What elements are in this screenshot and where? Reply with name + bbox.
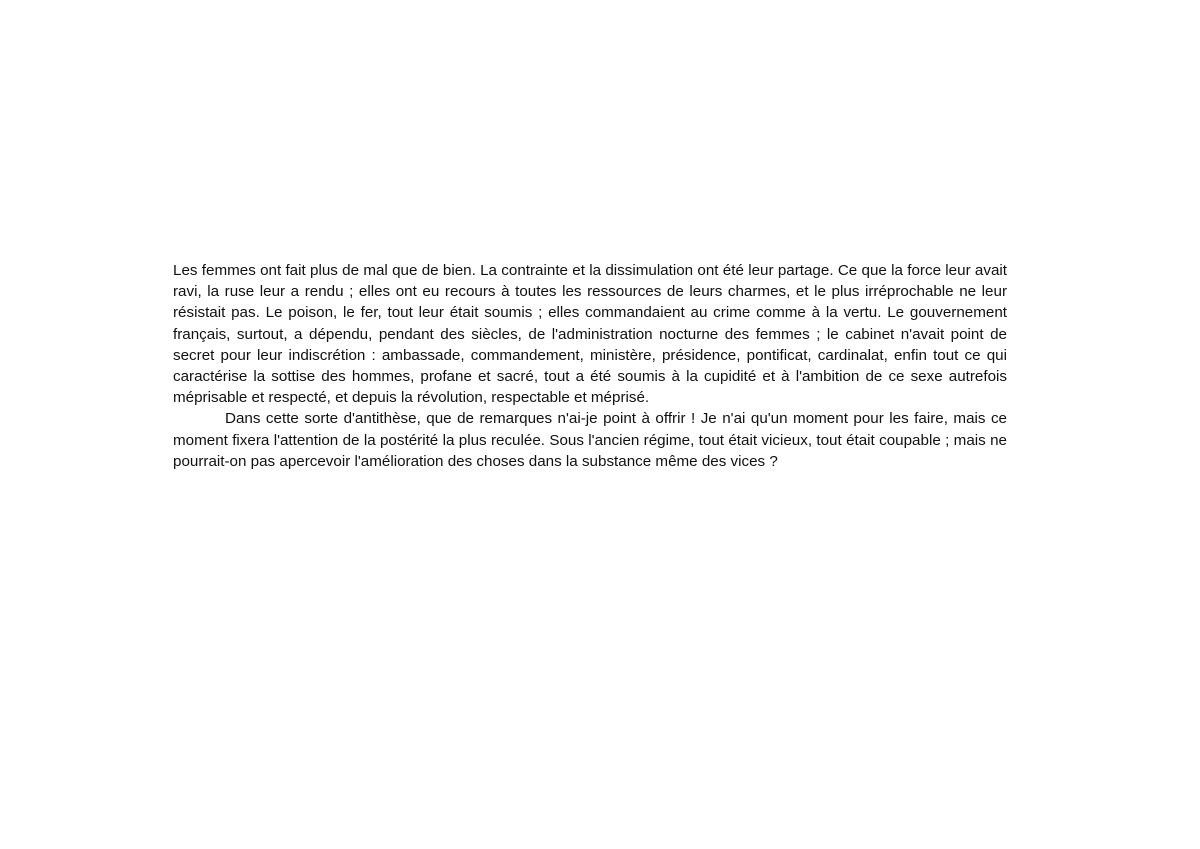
paragraph-1: Les femmes ont fait plus de mal que de bien. La contrainte et la dissimulation ont été leur partage. Ce que la force leur avait ravi, la ruse leur a rendu ; elles ont eu recours à toutes les ressources de leurs charmes, et le plus irréprochable ne leur résistait pas. Le poison, le fer, tout leur était soumis ; elles commandaient au crime comme à la vertu. Le gouvernement français, surtout, a dépendu, pendant des siècles, de l'administration nocturne des femmes ; le cabinet n'avait point de secret pour leur indiscrétion : ambassade, commandement, ministère, présidence, pontificat, cardinalat, enfin tout ce qui caractérise la sottise des hommes, profane et sacré, tout a été soumis à la cupidité et à l'ambition de ce sexe autrefois méprisable et respecté, et depuis la révolution, respectable et méprisé. <box>173 262 1007 407</box>
body-text <box>173 260 1007 472</box>
paragraph-2: Dans cette sorte d'antithèse, que de remarques n'ai-je point à offrir ! Je n'ai qu'un moment pour les faire, mais ce moment fixera l'attention de la postérité la plus reculée. Sous l'ancien régime, tout était vicieux, tout était coupable ; mais ne pourrait-on pas apercevoir l'amélioration des choses dans la substance même des vices ? <box>173 410 1007 470</box>
